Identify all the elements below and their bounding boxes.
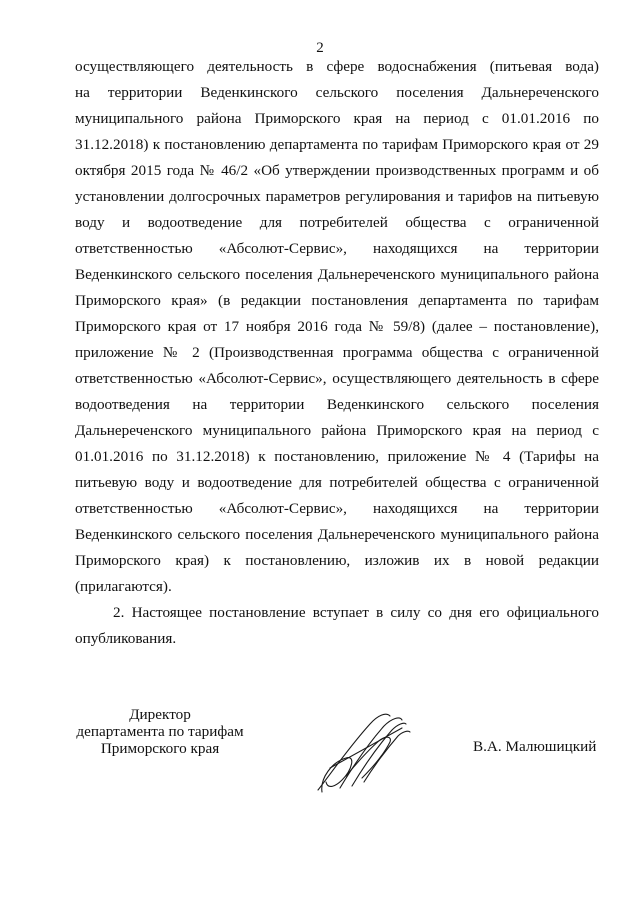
signatory-title-line: Директор [129,706,191,723]
text-line: (прилагаются). [75,578,172,595]
signatory-title [60,706,260,757]
text-line: Веденкинского сельского поселения Дальнереченского муниципального района [75,526,599,543]
text-line: ответственностью «Абсолют-Сервис», осуществляющего деятельность в сфере [75,370,599,387]
text-line: Дальнереченского муниципального района Приморского края на период с [75,422,599,439]
text-line: на территории Веденкинского сельского поселения Дальнереченского [75,84,599,101]
text-line: ответственностью «Абсолют-Сервис», находящихся на территории [75,240,599,257]
text-line: 31.12.2018) к постановлению департамента по тарифам Приморского края от 29 [75,136,599,153]
body-text [75,54,599,652]
text-line: установлении долгосрочных параметров регулирования и тарифов на питьевую [75,188,599,205]
signatory-title-line: департамента по тарифам [76,723,244,740]
text-line: питьевую воду и водоотведение для потребителей общества с ограниченной [75,474,599,491]
page-number: 2 [316,40,324,56]
text-line: Приморского края» (в редакции постановления департамента по тарифам [75,292,599,309]
text-line: Приморского края от 17 ноября 2016 года № 59/8) (далее – постановление), [75,318,599,335]
text-line: 2. Настоящее постановление вступает в силу со дня его официального [113,604,599,621]
text-line: водоотведения на территории Веденкинского сельского поселения [75,396,599,413]
text-line: октября 2015 года № 46/2 «Об утверждении производственных программ и об [75,162,599,179]
text-line: Веденкинского сельского поселения Дальнереченского муниципального района [75,266,599,283]
text-line: воду и водоотведение для потребителей общества с ограниченной [75,214,599,231]
text-line: муниципального района Приморского края на период с 01.01.2016 по [75,110,599,127]
text-line: осуществляющего деятельность в сфере водоснабжения (питьевая вода) [75,58,599,75]
text-line: опубликования. [75,630,177,647]
handwritten-signature [312,706,414,798]
text-line: ответственностью «Абсолют-Сервис», находящихся на территории [75,500,599,517]
text-line: приложение № 2 (Производственная программа общества с ограниченной [75,344,599,361]
text-line: Приморского края) к постановлению, изложив их в новой редакции [75,552,599,569]
signatory-name: В.А. Малюшицкий [473,738,597,755]
signatory-title-line: Приморского края [100,740,220,757]
text-line: 01.01.2016 по 31.12.2018) к постановлению, приложение № 4 (Тарифы на [75,448,599,465]
